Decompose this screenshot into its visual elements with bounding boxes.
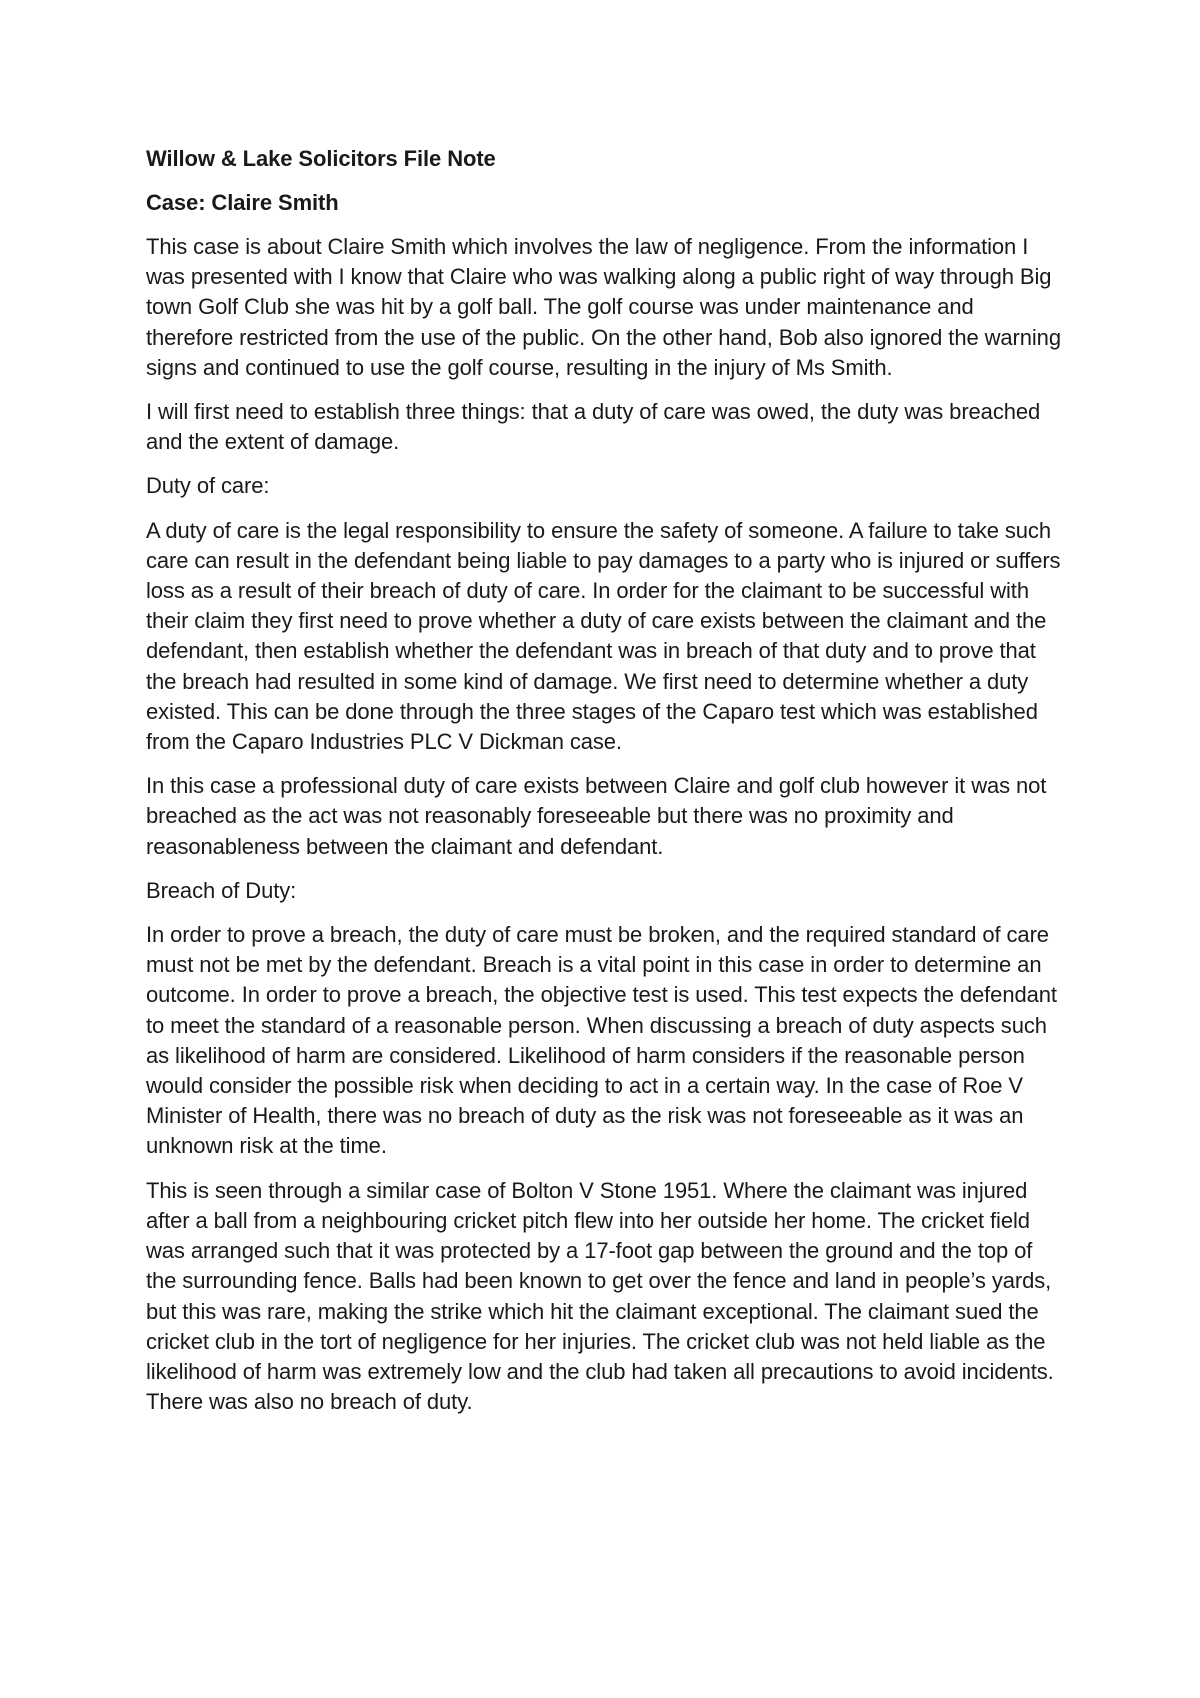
breach-of-duty-paragraph: In order to prove a breach, the duty of care must be broken, and the required standard of care must not be met by the defendant. Breach is a vital point in this case in order to determine an outcome. In order to prove a breach, the objective test is used. This test expects the defendant to meet the standard of a reasonable person. When discussing a breach of duty aspects such as likelihood of harm are considered. Likelihood of harm considers if the reasonable person would consider the possible risk when deciding to act in a certain way. In the case of Roe V Minister of Health, there was no breach of duty as the risk was not foreseeable as it was an unknown risk at the time.	[146, 922, 1057, 1159]
duty-of-care-heading: Duty of care:	[146, 473, 270, 499]
case-heading: Case: Claire Smith	[146, 190, 339, 215]
document-title: Willow & Lake Solicitors File Note	[146, 146, 496, 171]
intro-paragraph: This case is about Claire Smith which involves the law of negligence. From the information I was presented with I know that Claire who was walking along a public right of way through Big town Golf Club she was hit by a golf ball. The golf course was under maintenance and therefore restricted from the use of the public. On the other hand, Bob also ignored the warning signs and continued to use the golf course, resulting in the injury of Ms Smith.	[146, 234, 1061, 380]
document-body	[146, 144, 1066, 1431]
duty-of-care-paragraph: A duty of care is the legal responsibility to ensure the safety of someone. A failure to take such care can result in the defendant being liable to pay damages to a party who is injured or suffers loss as a result of their breach of duty of care. In order for the claimant to be successful with their claim they first need to prove whether a duty of care exists between the claimant and the defendant, then establish whether the defendant was in breach of that duty and to prove that the breach had resulted in some kind of damage. We first need to determine whether a duty existed. This can be done through the three stages of the Caparo test which was established from the Caparo Industries PLC V Dickman case.	[146, 517, 1061, 755]
duty-case-paragraph: In this case a professional duty of care exists between Claire and golf club however it was not breached as the act was not reasonably foreseeable but there was no proximity and reasonableness between the claimant and defendant.	[146, 773, 1047, 859]
establish-paragraph: I will first need to establish three things: that a duty of care was owed, the duty was breached and the extent of damage.	[146, 399, 1041, 455]
bolton-v-stone-paragraph: This is seen through a similar case of Bolton V Stone 1951. Where the claimant was injured after a ball from a neighbouring cricket pitch flew into her outside her home. The cricket field was arranged such that it was protected by a 17-foot gap between the ground and the top of the surrounding fence. Balls had been known to get over the fence and land in people’s yards, but this was rare, making the strike which hit the claimant exceptional. The claimant sued the cricket club in the tort of negligence for her injuries. The cricket club was not held liable as the likelihood of harm was extremely low and the club had taken all precautions to avoid incidents. There was also no breach of duty.	[146, 1177, 1054, 1415]
breach-of-duty-heading: Breach of Duty:	[146, 877, 297, 903]
